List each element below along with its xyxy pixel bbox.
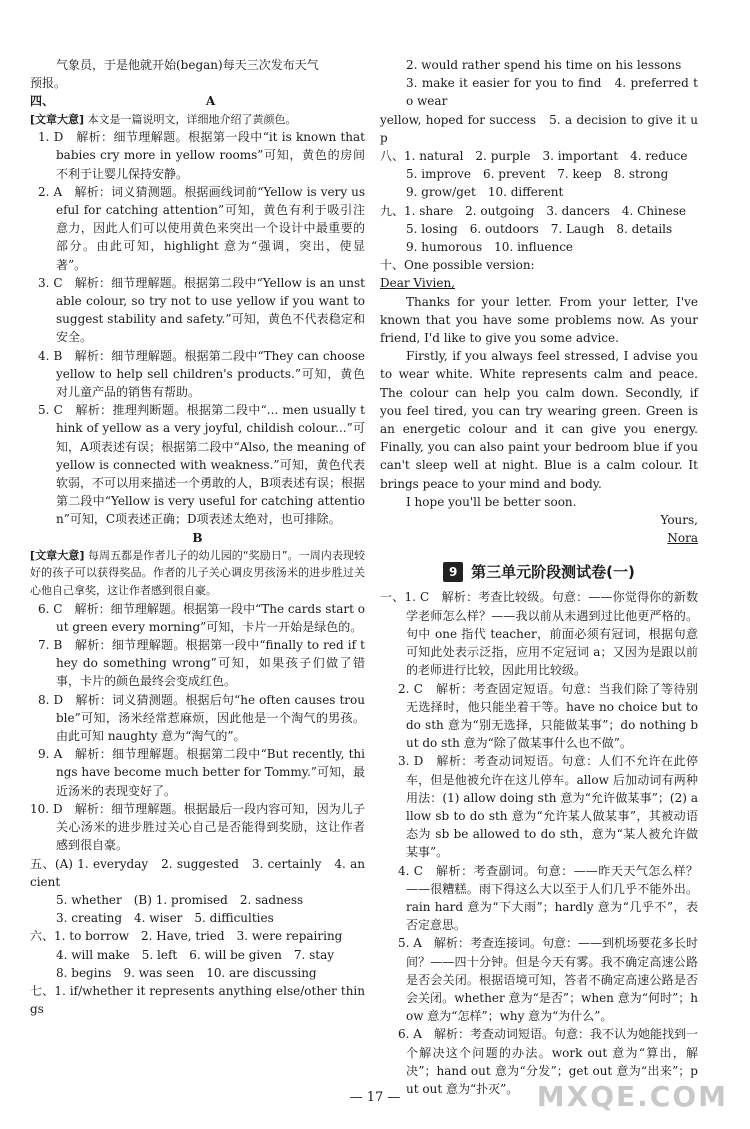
section-6-line-1: 六、1. to borrow 2. Have, tried 3. were repairing bbox=[30, 929, 343, 944]
section-5-line-3: 3. creating 4. wiser 5. difficulties bbox=[56, 911, 274, 926]
answer-item-1: 1. D 解析：细节理解题。根据第一段中“it is known that babies cry more in yellow rooms”可知，黄色的房间不利于让婴儿保持安静。 bbox=[38, 130, 365, 181]
test-answer-5: 5. A 解析：考查连接词。句意：——到机场要花多长时间？——四十分钟。但是今天有雾。我不确定高速公路是否会关闭。根据语境可知，答者不确定高速公路是否会关闭。whether 意为“是否”；when 意为“何时”；how 意为“怎样”；why 意为“为什么”。 bbox=[398, 936, 698, 1024]
passage-a-label: A bbox=[205, 94, 216, 109]
section-7-line-1: 七、1. if/whether it represents anything else/other things bbox=[30, 983, 365, 1017]
right-column bbox=[380, 56, 698, 1098]
section-title: 第三单元阶段测试卷(一) bbox=[471, 563, 635, 582]
section-10-label: 十、One possible version: bbox=[380, 258, 535, 273]
section-7-line-4: yellow, hoped for success 5. a decision to give it up bbox=[380, 112, 698, 145]
letter-paragraph-2: Firstly, if you always feel stressed, I advise you to wear white. White represents calm and peace. The colour can help you calm down. Secondly, if you feel tired, you can try wearing green. Green is an energetic colour and it can give you energy. Finally, you can also paint your bedroom blue if you can't sleep well at night. Blue is a calm colour. It brings peace to your mind and body. bbox=[380, 349, 698, 491]
test-answer-4: 4. C 解析：考查副词。句意：——昨天天气怎么样？——很糟糕。雨下得这么大以至于人们几乎不能外出。rain hard 意为“下大雨”；hardly 意为“几乎不”，表否定意思。 bbox=[398, 863, 698, 933]
test-answer-6: 6. A 解析：考查动词短语。句意：我不认为她能找到一个解决这个问题的办法。work out 意为“算出，解决”；hand out 意为“分发”；get out 意为“出来”；put out 意为“扑灭”。 bbox=[398, 1027, 698, 1096]
watermark-logo: MXQE.COM bbox=[536, 1080, 728, 1113]
intro-line-2: 预报。 bbox=[30, 76, 67, 91]
summary-b: [文章大意] 每周五都是作者儿子的幼儿园的“奖励日”。一周内表现较好的孩子可以获得奖品。作者的儿子关心调皮男孩汤米的进步胜过关心他自己拿奖，这让作者感到很自豪。 bbox=[30, 548, 365, 598]
section-9-line-2: 5. losing 6. outdoors 7. Laugh 8. details bbox=[406, 221, 673, 236]
answer-item-2: 2. A 解析：词义猜测题。根据画线词前“Yellow is very useful for catching attention”可知，黄色有利于吸引注意力，因此人们可以使用黄色来突出一个设计中最重要的部分。由此可知，highlight 意为“强调，突出，使显著”。 bbox=[38, 184, 365, 272]
letter-closing: Yours, bbox=[660, 513, 698, 528]
letter-greeting: Dear Vivien, bbox=[380, 276, 455, 291]
letter-paragraph-3: I hope you'll be better soon. bbox=[406, 494, 577, 509]
section-6-line-2: 4. will make 5. left 6. will be given 7. stay bbox=[56, 947, 335, 962]
summary-a: [文章大意] 本文是一篇说明文，详细地介绍了黄颜色。 bbox=[30, 112, 297, 126]
answer-item-3: 3. C 解析：细节理解题。根据第二段中“Yellow is an unstable colour, so try not to use yellow if you want to suggest stability and safety.”可知，黄色不代表稳定和安全。 bbox=[38, 275, 365, 345]
test-answer-2: 2. C 解析：考查固定短语。句意：当我们除了等待别无选择时，他只能坐着干等。have no choice but to do sth 意为“别无选择，只能做某事”；do nothing but do sth 意为“除了做某事什么也不做”。 bbox=[398, 681, 698, 751]
passage-b-label: B bbox=[192, 530, 203, 545]
section-7-line-2: 2. would rather spend his time on his lessons bbox=[406, 58, 682, 72]
answer-item-6: 6. C 解析：细节理解题。根据第一段中“The cards start out green every morning”可知，卡片一开始是绿色的。 bbox=[38, 601, 365, 634]
section-9-line-3: 9. humorous 10. influence bbox=[406, 240, 574, 255]
answer-item-4: 4. B 解析：细节理解题。根据第二段中“They can choose yellow to help sell children's products.”可知，黄色对儿童产品的销售有帮助。 bbox=[38, 348, 365, 400]
answer-item-9: 9. A 解析：细节理解题。根据第二段中“But recently, things have become much better for Tommy.”可知，最近汤米的表现变好了。 bbox=[38, 747, 365, 798]
answer-item-8: 8. D 解析：词义猜测题。根据后句“he often causes trouble”可知，汤米经常惹麻烦，因此他是一个淘气的男孩。由此可知 naughty 意为“淘气的”。 bbox=[38, 692, 365, 744]
answer-item-5: 5. C 解析：推理判断题。根据第二段中“... men usually think of yellow as a very joyful, childish colour...”可知，A项表述有误；根据第二段中“Also, the meaning of yellow is connected with weakness.”可知，黄色代表软弱，不可以用来描述一个勇敢的人，B项表述有误；根据第二段中“Yellow is very useful for catching attention”可知，C项表述正确；D项表述太绝对，也可排除。 bbox=[38, 403, 365, 527]
section-4-header bbox=[30, 92, 365, 110]
section-5-line-2: 5. whether (B) 1. promised 2. sadness bbox=[56, 892, 304, 907]
section-7-line-3: 3. make it easier for you to find 4. preferred to wear bbox=[406, 76, 698, 109]
page-number: — 17 — bbox=[349, 1090, 401, 1105]
section-5-line-1: 五、(A) 1. everyday 2. suggested 3. certainly 4. ancient bbox=[30, 856, 365, 889]
test-answer-1: 一、1. C 解析：考查比较级。句意：——你觉得你的新数学老师怎么样？——我以前从未遇到过比他更严格的。句中 one 指代 teacher，前面必须有冠词，根据句意可知此处表示泛指，应用不定冠词 a；又因为是跟以前的老师进行比较，因此用比较级。 bbox=[380, 590, 698, 678]
section-8-line-3: 9. grow/get 10. different bbox=[406, 185, 564, 200]
letter-paragraph-1: Thanks for your letter. From your letter, I've known that you have some problems now. As your friend, I'd like to give you some advice. bbox=[380, 294, 698, 346]
test-answer-3: 3. D 解析：考查动词短语。句意：人们不允许在此停车，但是他被允许在这儿停车。allow 后加动词有两种用法：(1) allow doing sth 意为“允许做某事”；(2) allow sb to do sth 意为“允许某人做某事”，其被动语态为 sb be allowed to do sth，意为“某人被允许做某事”。 bbox=[398, 754, 698, 860]
answer-item-10: 10. D 解析：细节理解题。根据最后一段内容可知，因为儿子关心汤米的进步胜过关心自己是否能得到奖励，这让作者感到很自豪。 bbox=[30, 801, 365, 853]
section-6-line-3: 8. begins 9. was seen 10. are discussing bbox=[56, 965, 317, 980]
section-number-badge: 9 bbox=[443, 562, 463, 582]
answer-item-7: 7. B 解析：细节理解题。根据第一段中“finally to red if they do something wrong”可知，如果孩子们做了错事，卡片的颜色最终会变成红色。 bbox=[38, 638, 365, 689]
letter-signature: Nora bbox=[667, 531, 698, 546]
left-column bbox=[30, 56, 365, 1018]
section-8-line-1: 八、1. natural 2. purple 3. important 4. reduce bbox=[380, 149, 688, 164]
unit-test-heading bbox=[380, 561, 698, 582]
section-9-line-1: 九、1. share 2. outgoing 3. dancers 4. Chinese bbox=[380, 203, 686, 218]
intro-line-1: 气象员，于是他就开始(began)每天三次发布天气 bbox=[56, 58, 319, 72]
section-8-line-2: 5. improve 6. prevent 7. keep 8. strong bbox=[406, 167, 669, 182]
section-4-label: 四、 bbox=[30, 94, 55, 109]
